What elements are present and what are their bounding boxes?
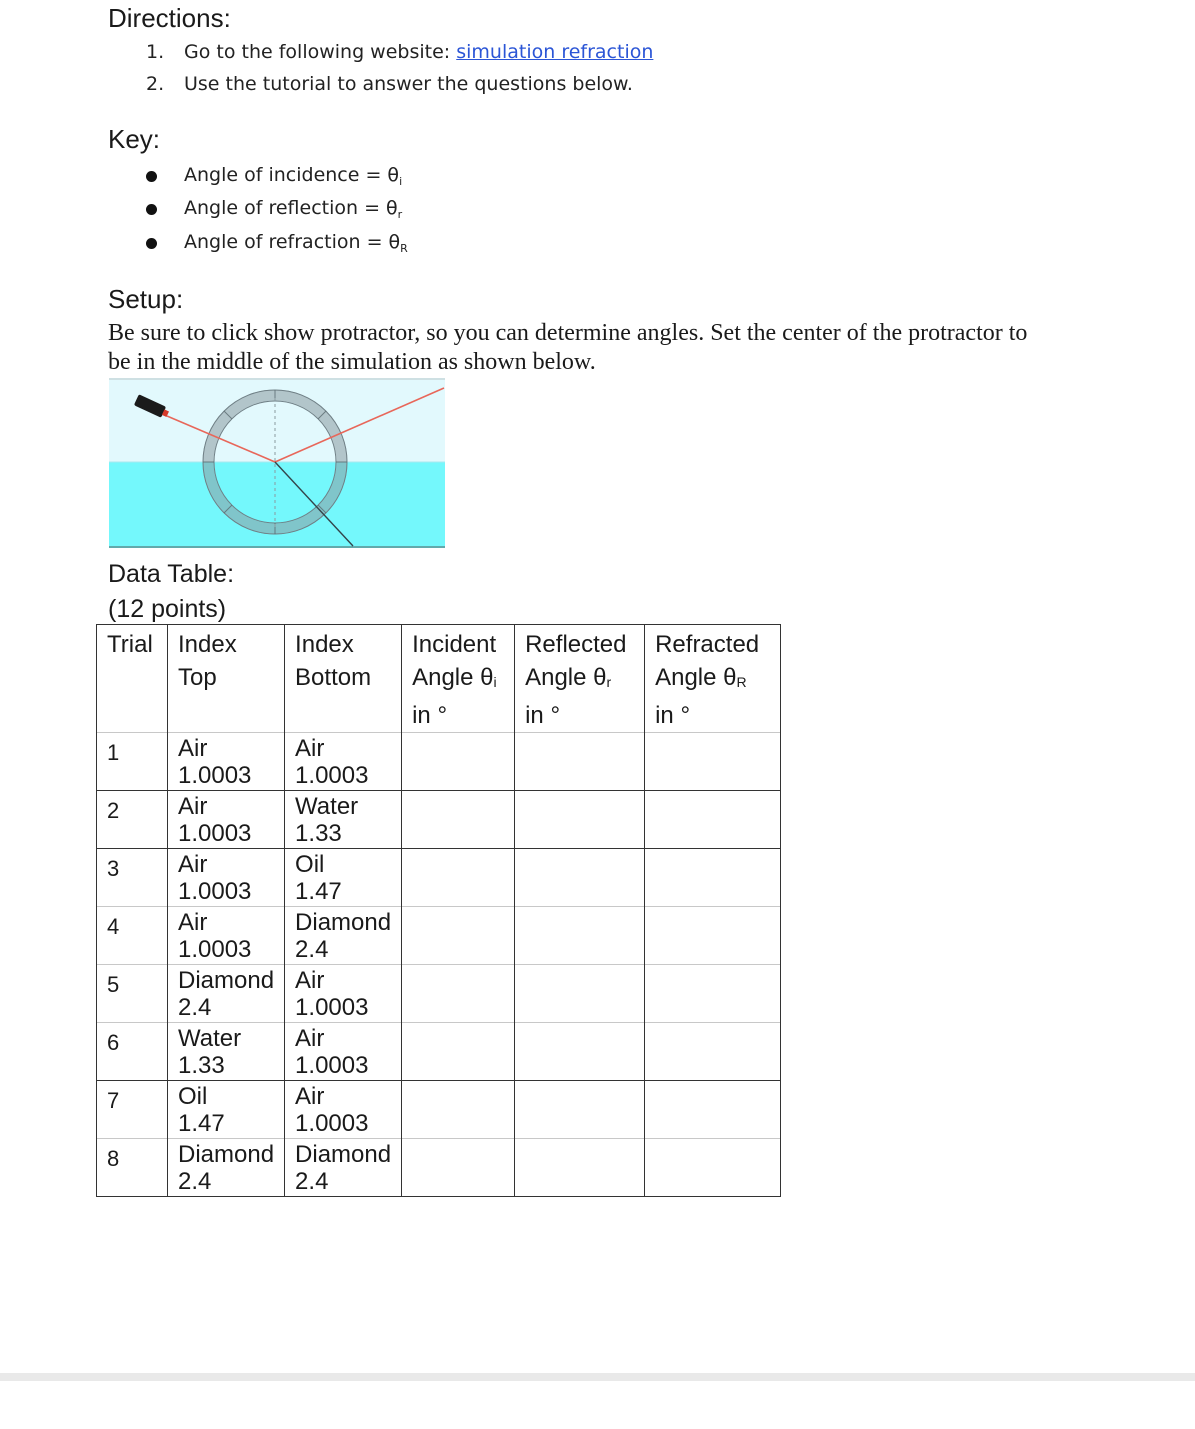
incident-angle-cell[interactable]: [402, 907, 515, 965]
reflected-angle-cell[interactable]: [515, 1139, 645, 1197]
index-top-cell: Diamond 2.4: [168, 965, 285, 1023]
directions-heading: Directions:: [108, 3, 231, 33]
header-refracted-angle: Refracted Angle $\theta_R$ in °: [645, 625, 781, 733]
refracted-angle-cell[interactable]: [645, 1081, 781, 1139]
reflected-angle-cell[interactable]: [515, 1081, 645, 1139]
index-top-cell: Water 1.33: [168, 1023, 285, 1081]
reflected-angle-cell[interactable]: [515, 733, 645, 791]
table-row: [97, 1081, 781, 1139]
header-reflected-angle: Reflected Angle $\theta_r$ in °: [515, 625, 645, 733]
table-header-row: [97, 625, 781, 733]
index-bottom-cell: Air 1.0003: [285, 1081, 402, 1139]
reflected-angle-cell[interactable]: [515, 849, 645, 907]
incident-angle-cell[interactable]: [402, 965, 515, 1023]
page-bottom-divider: [0, 1373, 1195, 1381]
bullet-icon: [146, 171, 157, 182]
data-table: [96, 624, 781, 1197]
index-bottom-cell: Air 1.0003: [285, 1023, 402, 1081]
trial-number: 2: [97, 791, 168, 849]
bullet-icon: [146, 204, 157, 215]
bullet-icon: [146, 238, 157, 249]
trial-number: 8: [97, 1139, 168, 1197]
incident-angle-cell[interactable]: [402, 1081, 515, 1139]
incident-angle-cell[interactable]: [402, 791, 515, 849]
reflected-angle-cell[interactable]: [515, 791, 645, 849]
setup-heading: Setup:: [108, 284, 184, 314]
refracted-angle-cell[interactable]: [645, 1023, 781, 1081]
reflected-angle-cell[interactable]: [515, 965, 645, 1023]
table-row: [97, 849, 781, 907]
index-bottom-cell: Water 1.33: [285, 791, 402, 849]
index-top-cell: Oil 1.47: [168, 1081, 285, 1139]
setup-line-2: be in the middle of the simulation as shown below.: [108, 349, 596, 375]
reflected-angle-cell[interactable]: [515, 907, 645, 965]
refracted-angle-cell[interactable]: [645, 791, 781, 849]
trial-number: 1: [97, 733, 168, 791]
table-row: [97, 791, 781, 849]
setup-instructions: [108, 319, 1027, 377]
step-number: 1.: [146, 41, 165, 63]
refraction-simulation-image: [109, 378, 445, 548]
key-heading: Key:: [108, 124, 161, 154]
trial-number: 6: [97, 1023, 168, 1081]
step-text: Go to the following website:: [184, 41, 457, 63]
index-top-cell: Air 1.0003: [168, 733, 285, 791]
refracted-angle-cell[interactable]: [645, 1139, 781, 1197]
index-bottom-cell: Air 1.0003: [285, 965, 402, 1023]
index-bottom-cell: Diamond 2.4: [285, 1139, 402, 1197]
table-row: [97, 907, 781, 965]
data-table-heading: Data Table:: [108, 560, 235, 588]
table-row: [97, 965, 781, 1023]
trial-number: 3: [97, 849, 168, 907]
key-item-reflection: Angle of reflection = $\theta_r$: [184, 197, 403, 221]
refracted-angle-cell[interactable]: [645, 733, 781, 791]
index-bottom-cell: Diamond 2.4: [285, 907, 402, 965]
step-text: Use the tutorial to answer the questions below.: [184, 73, 633, 95]
index-top-cell: Air 1.0003: [168, 791, 285, 849]
header-trial: Trial: [97, 625, 168, 733]
incident-angle-cell[interactable]: [402, 733, 515, 791]
incident-angle-cell[interactable]: [402, 1023, 515, 1081]
setup-line-1: Be sure to click show protractor, so you can determine angles. Set the center of the protractor to: [108, 320, 1028, 346]
trial-number: 7: [97, 1081, 168, 1139]
header-index-bottom: Index Bottom: [285, 625, 402, 733]
header-index-top: Index Top: [168, 625, 285, 733]
key-item-incidence: Angle of incidence = $\theta_i$: [184, 164, 403, 188]
index-top-cell: Air 1.0003: [168, 907, 285, 965]
incident-angle-cell[interactable]: [402, 849, 515, 907]
data-table-points: (12 points): [108, 595, 227, 623]
incident-angle-cell[interactable]: [402, 1139, 515, 1197]
trial-number: 4: [97, 907, 168, 965]
index-top-cell: Diamond 2.4: [168, 1139, 285, 1197]
header-incident-angle: Incident Angle $\theta_i$ in °: [402, 625, 515, 733]
table-row: [97, 1023, 781, 1081]
table-row: [97, 1139, 781, 1197]
index-bottom-cell: Air 1.0003: [285, 733, 402, 791]
directions-step-2: [0, 73, 1195, 99]
table-row: [97, 733, 781, 791]
directions-step-1: [0, 41, 1195, 67]
bottom-medium: [109, 462, 445, 548]
simulation-refraction-link[interactable]: simulation refraction: [456, 41, 654, 63]
refracted-angle-cell[interactable]: [645, 849, 781, 907]
refracted-angle-cell[interactable]: [645, 907, 781, 965]
index-bottom-cell: Oil 1.47: [285, 849, 402, 907]
key-item-refraction: Angle of refraction = $\theta_R$: [184, 231, 408, 255]
reflected-angle-cell[interactable]: [515, 1023, 645, 1081]
index-top-cell: Air 1.0003: [168, 849, 285, 907]
refracted-angle-cell[interactable]: [645, 965, 781, 1023]
step-number: 2.: [146, 73, 165, 95]
trial-number: 5: [97, 965, 168, 1023]
